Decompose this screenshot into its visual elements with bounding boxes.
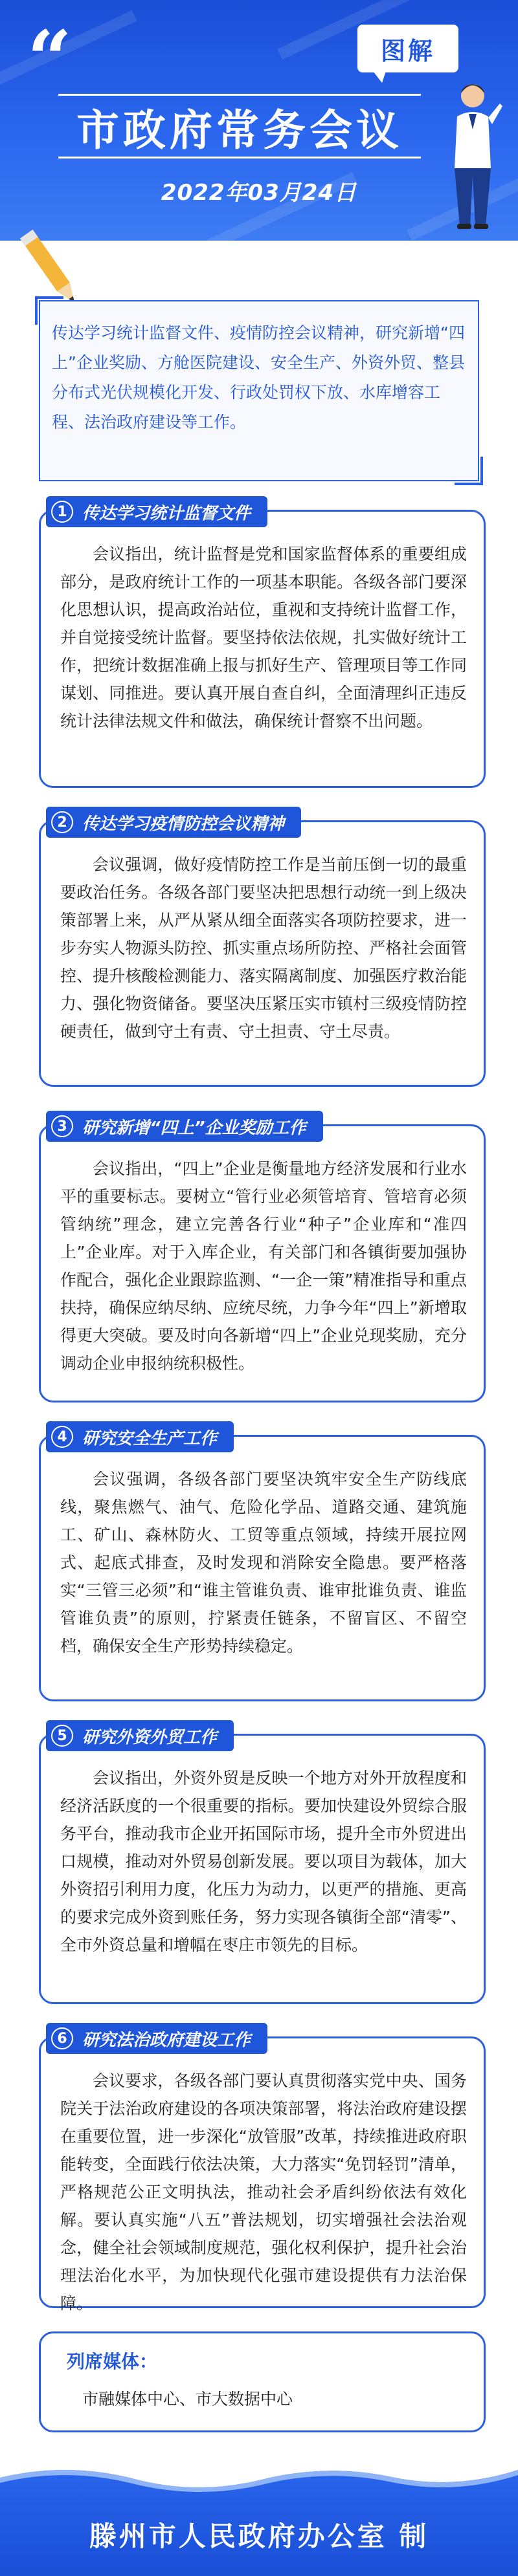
- section-title-text: 研究法治政府建设工作: [82, 2030, 251, 2050]
- section-foreign-trade: [39, 1727, 486, 2004]
- section-body: 会议要求，各级各部门要认真贯彻落实党中央、国务院关于法治政府建设的各项决策部署，将法治政府建设摆在重要位置，进一步深化“放管服”改革，持续推进政府职能转变，全面践行依法决策，大力落实“免罚轻罚”清单，严格规范公正文明执法，推动社会矛盾纠纷依法有效化解。要认真实施“八五”普法规划，切实增强社会法治观念，健全社会领域制度规范，强化权利保护，提升社会治理法治化水平，为加快现代化强市建设提供有力法治保障。: [60, 2071, 467, 2313]
- section-body: 会议指出，统计监督是党和国家监督体系的重要组成部分，是政府统计工作的一项基本职能。各级各部门要深化思想认识，提高政治站位，重视和支持统计监督工作，并自觉接受统计监督。要坚持依法依规，扎实做好统计工作，把统计数据准确上报与抓好生产、管理项目等工作同谋划、同推进。要认真开展自查自纠，全面清理纠正违反统计法律法规文件和做法，确保统计督察不出问题。: [60, 545, 467, 730]
- summary-box: [39, 300, 479, 481]
- meeting-date: 2022年03月24日: [161, 180, 357, 206]
- section-body: 会议强调，做好疫情防控工作是当前压倒一切的最重要政治任务。各级各部门要坚决把思想行动统一到上级决策部署上来，从严从紧从细全面落实各项防控要求，进一步夯实人物源头防控、抓实重点场所防控、严格社会面管控、提升核酸检测能力、落实隔离制度、加强医疗救治能力、强化物资储备。要坚决压紧压实市镇村三级疫情防控硬责任，做到守土有责、守土担责、守土尽责。: [60, 855, 467, 1041]
- section-body: 会议强调，各级各部门要坚决筑牢安全生产防线底线，聚焦燃气、油气、危险化学品、道路交通、建筑施工、矿山、森林防火、工贸等重点领域，持续开展拉网式、起底式排查，及时发现和消除安全隐患。要严格落实“三管三必须”和“谁主管谁负责、谁审批谁负责、谁监管谁负责”的原则，拧紧责任链条，不留盲区、不留空档，确保安全生产形势持续稳定。: [60, 1470, 467, 1655]
- attending-media-title: 列席媒体：: [67, 2351, 158, 2372]
- section-epidemic: [39, 814, 486, 1087]
- section-title-text: 研究外资外贸工作: [82, 1727, 218, 1747]
- section-safety: [39, 1428, 486, 1701]
- quote-mark-icon: “: [27, 14, 73, 105]
- section-title: [46, 807, 301, 838]
- section-title-text: 研究新增“四上”企业奖励工作: [82, 1118, 306, 1138]
- section-number: 1: [51, 501, 73, 523]
- section-title: [46, 2023, 267, 2054]
- section-title-text: 传达学习统计监督文件: [82, 503, 251, 523]
- attending-media-list: 市融媒体中心、市大数据中心: [82, 2390, 293, 2408]
- section-title: [46, 1720, 234, 1751]
- attending-media-box: [39, 2331, 486, 2432]
- header-banner: [0, 0, 518, 241]
- section-title: [46, 496, 267, 527]
- section-body: 会议指出，“四上”企业是衡量地方经济发展和行业水平的重要标志。要树立“管行业必须管培育、管培育必须管纳统”理念，建立完善各行业“种子”企业库和“准四上”企业库。对于入库企业，有关部门和各镇街要加强协作配合，强化企业跟踪监测、“一企一策”精准指导和重点扶持，确保应纳尽纳、应统尽统，力争今年“四上”新增取得更大突破。要及时向各新增“四上”企业兑现奖励，充分调动企业申报纳统积极性。: [60, 1159, 467, 1373]
- footer-banner: [0, 2458, 518, 2576]
- presenter-figure-icon: [440, 78, 505, 233]
- section-number: 3: [51, 1115, 73, 1137]
- section-rule-of-law: [39, 2030, 486, 2313]
- section-number: 5: [51, 1725, 73, 1747]
- section-body: 会议指出，外资外贸是反映一个地方对外开放程度和经济活跃度的一个很重要的指标。要加快建设外贸综合服务平台，推动我市企业开拓国际市场，提升全市外贸进出口规模，推动对外贸易创新发展。要以项目为载体，加大外资招引利用力度，化压力为动力，以更严的措施、更高的要求完成外资到账任务，努力实现各镇街全部“清零”、全市外资总量和增幅在枣庄市领先的目标。: [60, 1769, 467, 1954]
- page-title: 市政府常务会议: [76, 105, 403, 155]
- summary-text: 传达学习统计监督文件、疫情防控会议精神，研究新增“四上”企业奖励、方舱医院建设、安全生产、外资外贸、整县分布式光伏规模化开发、行政处罚权下放、水库增容工程、法治政府建设等工作。: [52, 323, 465, 431]
- section-enterprise-rewards: [39, 1118, 486, 1403]
- footer-credit: 滕州市人民政府办公室 制: [89, 2520, 429, 2552]
- tag-badge: 图解: [357, 25, 458, 72]
- section-title: [46, 1111, 323, 1142]
- section-number: 4: [51, 1426, 73, 1448]
- section-title-text: 研究安全生产工作: [82, 1428, 218, 1448]
- section-title: [46, 1421, 234, 1452]
- section-statistics: [39, 503, 486, 788]
- section-number: 2: [51, 811, 73, 833]
- section-number: 6: [51, 2027, 73, 2049]
- section-title-text: 传达学习疫情防控会议精神: [82, 814, 285, 834]
- footer-wave-decoration: [0, 2458, 518, 2497]
